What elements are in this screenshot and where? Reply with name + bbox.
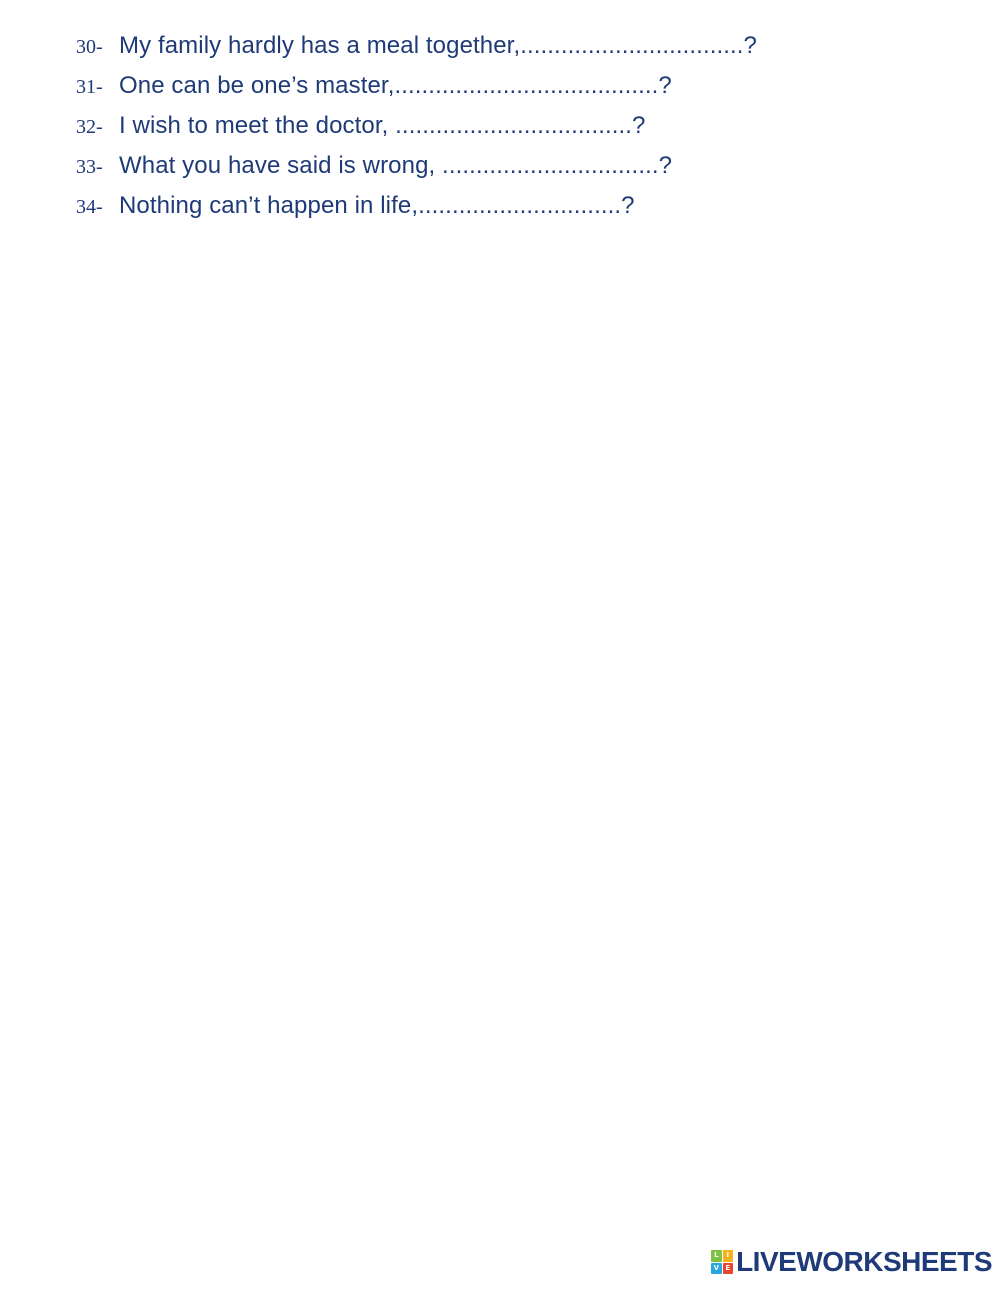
question-item: [76, 32, 757, 72]
question-text: My family hardly has a meal together,.................................?: [119, 32, 758, 59]
logo-mark-icon: [711, 1250, 733, 1274]
question-text: One can be one’s master,.......................................?: [119, 72, 672, 99]
question-text: Nothing can’t happen in life,..............................?: [119, 192, 635, 219]
question-number: 33-: [76, 156, 103, 178]
logo-mark-tile: I: [723, 1250, 734, 1262]
question-item: [76, 112, 757, 152]
logo-mark-tile: L: [711, 1250, 722, 1262]
logo-mark-tile: V: [711, 1263, 722, 1275]
question-number: 32-: [76, 116, 103, 138]
question-list: [76, 32, 757, 232]
logo-text: LIVEWORKSHEETS: [736, 1246, 992, 1277]
question-number: 34-: [76, 196, 103, 218]
question-item: [76, 192, 757, 232]
question-text: What you have said is wrong, ................................?: [119, 152, 673, 179]
question-item: [76, 72, 757, 112]
liveworksheets-logo: [711, 1248, 992, 1276]
question-number: 31-: [76, 76, 103, 98]
question-text: I wish to meet the doctor, ...................................?: [119, 112, 646, 139]
logo-mark-tile: E: [723, 1263, 734, 1275]
question-item: [76, 152, 757, 192]
question-number: 30-: [76, 36, 103, 58]
